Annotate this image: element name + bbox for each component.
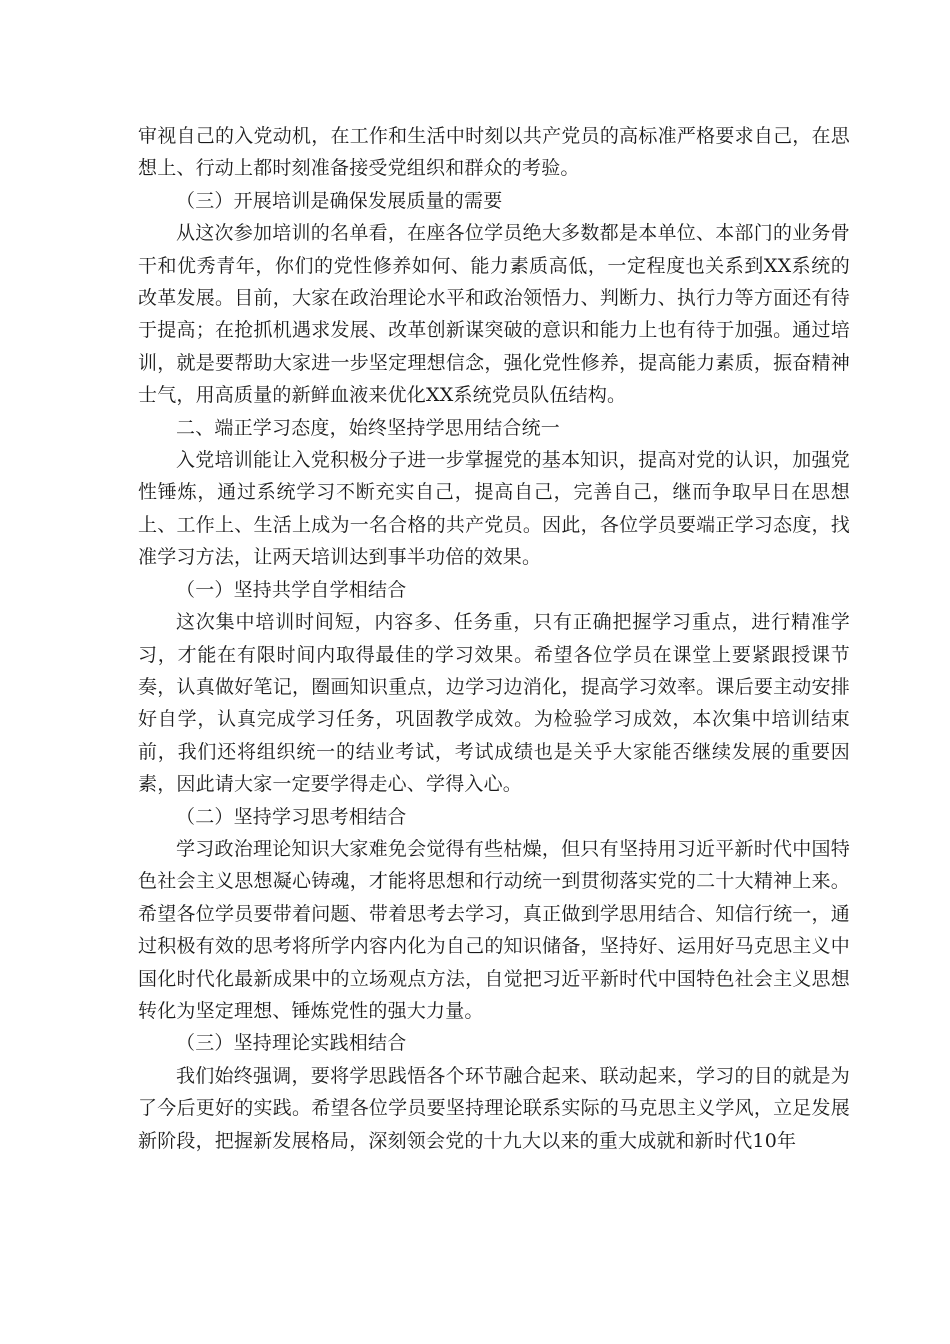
paragraph-study-thinking: 学习政治理论知识大家难免会觉得有些枯燥，但只有坚持用习近平新时代中国特色社会主义思想凝心铸魂，才能将思想和行动统一到贯彻落实党的二十大精神上来。希望各位学员要带着问题、带着思考去学习，真正做到学思用结合、知信行统一，通过积极有效的思考将所学内容内化为自己的知识储备，坚持好、运用好马克思主义中国化时代化最新成果中的立场观点方法，自觉把习近平新时代中国特色社会主义思想转化为坚定理想、锤炼党性的强大力量。 (138, 837, 850, 1022)
section-heading-two: 二、端正学习态度，始终坚持学思用结合统一 (176, 416, 561, 439)
section-heading-3: （三）开展培训是确保发展质量的需要 (176, 189, 503, 212)
paragraph-training-purpose: 入党培训能让入党积极分子进一步掌握党的基本知识，提高对党的认识，加强党性锤炼，通过系统学习不断充实自己，提高自己，完善自己，继而争取早日在思想上、工作上、生活上成为一名合格的共产党员。因此，各位学员要端正学习态度，找准学习方法，让两天培训达到事半功倍的效果。 (138, 449, 850, 569)
subsection-heading-2: （二）坚持学习思考相结合 (176, 805, 407, 828)
paragraph-training-list: 从这次参加培训的名单看，在座各位学员绝大多数都是本单位、本部门的业务骨干和优秀青年，你们的党性修养如何、能力素质高低，一定程度也关系到XX系统的改革发展。目前，大家在政治理论水平和政治领悟力、判断力、执行力等方面还有待于提高；在抢抓机遇求发展、改革创新谋突破的意识和能力上也有待于加强。通过培训，就是要帮助大家进一步坚定理想信念，强化党性修养，提高能力素质，振奋精神士气，用高质量的新鲜血液来优化XX系统党员队伍结构。 (138, 222, 850, 407)
subsection-heading-3: （三）坚持理论实践相结合 (176, 1032, 407, 1055)
subsection-heading-1: （一）坚持共学自学相结合 (176, 578, 407, 601)
document-page (138, 120, 850, 1157)
paragraph-theory-practice: 我们始终强调，要将学思践悟各个环节融合起来、联动起来，学习的目的就是为了今后更好的实践。希望各位学员要坚持理论联系实际的马克思主义学风，立足发展新阶段，把握新发展格局，深刻领会党的十九大以来的重大成就和新时代10年 (138, 1064, 850, 1152)
paragraph-joint-self-study: 这次集中培训时间短，内容多、任务重，只有正确把握学习重点，进行精准学习，才能在有限时间内取得最佳的学习效果。希望各位学员在课堂上要紧跟授课节奏，认真做好笔记，圈画知识重点，边学习边消化，提高学习效率。课后要主动安排好自学，认真完成学习任务，巩固教学成效。为检验学习成效，本次集中培训结束前，我们还将组织统一的结业考试，考试成绩也是关乎大家能否继续发展的重要因素，因此请大家一定要学得走心、学得入心。 (138, 611, 850, 796)
paragraph-continued: 审视自己的入党动机，在工作和生活中时刻以共产党员的高标准严格要求自己，在思想上、行动上都时刻准备接受党组织和群众的考验。 (138, 125, 850, 180)
